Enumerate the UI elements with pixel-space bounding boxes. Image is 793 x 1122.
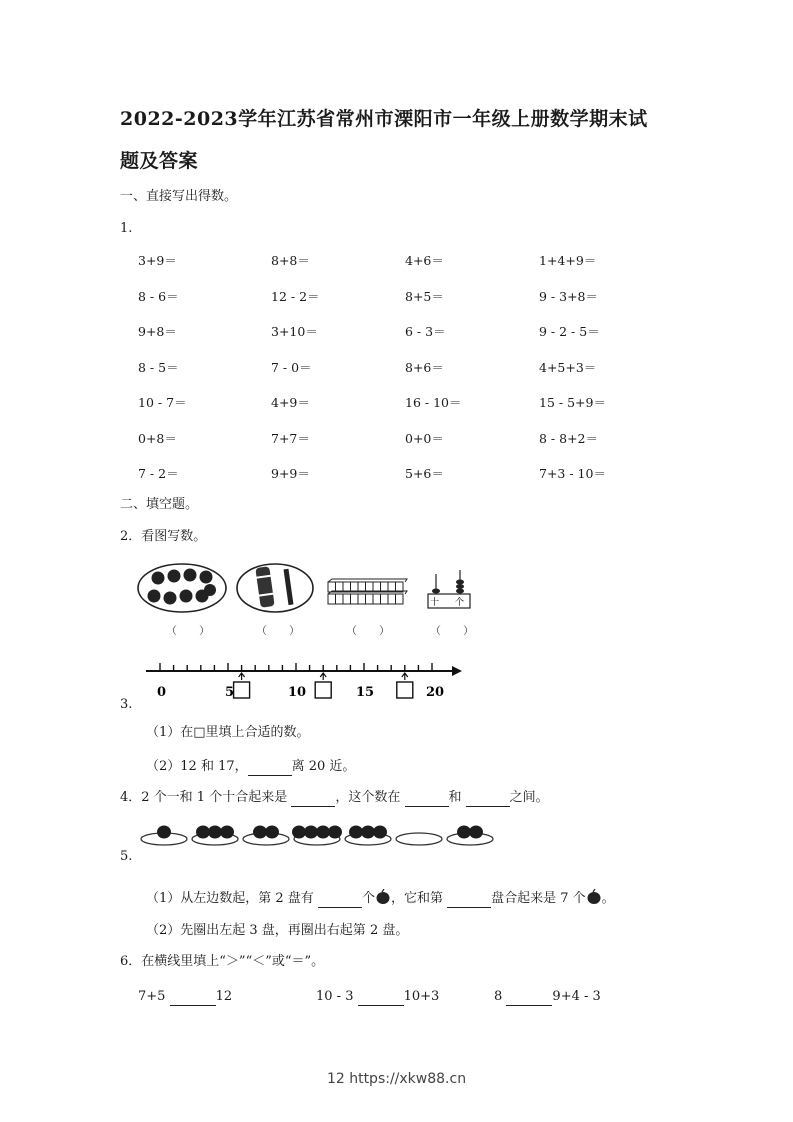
q4-text-d: 之间。 xyxy=(509,790,549,805)
number-line-answer-box[interactable] xyxy=(397,682,413,698)
answer-paren-2[interactable]: （ ） xyxy=(256,624,300,637)
q6-item-1-right: 12 xyxy=(215,989,233,1004)
calc-item: 7+7＝ xyxy=(271,430,310,446)
abacus-ones-label: 个 xyxy=(455,598,465,608)
calc-item: 8+5＝ xyxy=(405,288,444,304)
answer-paren-3[interactable]: （ ） xyxy=(346,624,390,637)
calc-item: 7 - 2＝ xyxy=(138,466,179,481)
page-title-line2: 题及答案 xyxy=(120,150,199,172)
answer-paren-4[interactable]: （ ） xyxy=(430,624,474,637)
page-footer: 12 https://xkw88.cn xyxy=(326,1071,467,1087)
number-line-boxes xyxy=(234,673,413,698)
question-3-part-1: （1）在□里填上合适的数。 xyxy=(146,725,310,740)
cube xyxy=(366,594,374,604)
fruit-icon xyxy=(316,826,330,839)
question-5-part-1 xyxy=(146,889,615,908)
q5-p1-text-b: 个 xyxy=(361,891,375,906)
fruit-icon xyxy=(157,826,171,839)
cube xyxy=(343,594,351,604)
q3-answer-blank[interactable] xyxy=(248,761,292,776)
calc-item: 8+6＝ xyxy=(405,359,444,375)
question-3-number: 3. xyxy=(120,697,133,712)
fruit-icon xyxy=(361,826,375,839)
cube xyxy=(328,594,336,604)
q6-item-3-left: 8 xyxy=(494,989,503,1004)
fruit-icon xyxy=(375,889,391,905)
q4-blank-1[interactable] xyxy=(291,792,335,807)
abacus-icon xyxy=(428,570,470,608)
cube xyxy=(373,594,381,604)
cube xyxy=(396,594,404,604)
fruit-icon xyxy=(457,826,471,839)
fruit-icon xyxy=(292,826,306,839)
q5-blank-1[interactable] xyxy=(318,893,362,908)
calc-item: 6 - 3＝ xyxy=(405,324,446,339)
calc-item: 1+4+9＝ xyxy=(539,253,597,268)
section-1-heading: 一、直接写出得数。 xyxy=(120,189,238,204)
abacus-tens-label: 十 xyxy=(430,598,440,608)
q4-blank-3[interactable] xyxy=(466,792,510,807)
calc-item: 8 - 6＝ xyxy=(138,288,179,304)
number-line-pointer xyxy=(402,673,408,680)
number-line-arrow xyxy=(452,666,462,676)
cube xyxy=(351,594,359,604)
fruit-icon xyxy=(586,889,602,905)
calc-item: 9 - 2 - 5＝ xyxy=(539,324,600,339)
number-line-answer-box[interactable] xyxy=(315,682,331,698)
number-line xyxy=(140,656,470,704)
q6-item-2-right: 10+3 xyxy=(403,989,440,1004)
q5-blank-2[interactable] xyxy=(447,893,491,908)
fruit-icon xyxy=(469,826,483,839)
calc-item: 9+8＝ xyxy=(138,324,177,339)
fruit-icon xyxy=(196,826,210,839)
calc-item: 8+8＝ xyxy=(271,253,310,268)
cube xyxy=(358,594,366,604)
q6-item-1 xyxy=(138,988,232,1006)
q2-pictures xyxy=(130,560,490,620)
calc-item: 0+0＝ xyxy=(405,430,444,446)
q3-p2-text-a: （2）12 和 17， xyxy=(146,759,248,774)
fruit-icon xyxy=(208,826,222,839)
fruit-icon xyxy=(253,826,267,839)
answer-paren-1[interactable]: （ ） xyxy=(166,624,210,637)
calc-item: 5+6＝ xyxy=(405,466,444,481)
calc-item: 7+3 - 10＝ xyxy=(539,466,606,481)
q6-item-3-right: 9+4 - 3 xyxy=(552,989,601,1004)
fruit-icon xyxy=(349,826,363,839)
number-line-ticks xyxy=(160,663,432,671)
calc-item: 0+8＝ xyxy=(138,430,177,446)
calc-item: 7 - 0＝ xyxy=(271,359,312,375)
calc-item: 9+9＝ xyxy=(271,466,310,481)
calc-item: 3+9＝ xyxy=(138,253,177,268)
q6-item-2 xyxy=(316,988,439,1006)
calc-item: 8 - 8+2＝ xyxy=(539,430,599,446)
calc-item: 12 - 2＝ xyxy=(271,288,320,304)
q6-item-2-left: 10 - 3 xyxy=(316,989,354,1004)
section-2-heading: 二、填空题。 xyxy=(120,497,199,512)
calc-item: 9 - 3+8＝ xyxy=(539,288,599,304)
calc-item: 10 - 7＝ xyxy=(138,395,187,410)
fruit-icon xyxy=(265,826,279,839)
q4-text-c: 和 xyxy=(448,790,462,805)
cube xyxy=(336,594,344,604)
fruit-icon xyxy=(220,826,234,839)
apple-icons xyxy=(148,569,217,605)
question-6-label: 6．在横线里填上“＞”“＜”或“＝”。 xyxy=(120,954,325,969)
q5-p1-text-a: （1）从左边数起，第 2 盘有 xyxy=(146,891,314,906)
number-line-label-15: 15 xyxy=(356,685,375,700)
calc-item: 4+6＝ xyxy=(405,253,444,268)
q5-p1-text-e: 。 xyxy=(601,891,615,906)
q6-item-1-left: 7+5 xyxy=(138,989,166,1004)
question-2-label: 2．看图写数。 xyxy=(120,529,207,544)
number-line-label-5: 5 xyxy=(225,685,235,700)
q3-p2-text-b: 离 20 近。 xyxy=(291,759,356,774)
stick-group-oval xyxy=(237,564,313,612)
question-5-part-2: （2）先圈出左起 3 盘，再圈出右起第 2 盘。 xyxy=(146,923,409,938)
calc-item: 8 - 5＝ xyxy=(138,359,179,375)
q6-item-1-blank[interactable] xyxy=(170,991,216,1006)
number-line-label-0: 0 xyxy=(157,685,167,700)
q6-item-3-blank[interactable] xyxy=(506,991,552,1006)
q4-text-b: ，这个数在 xyxy=(335,790,401,805)
cube xyxy=(388,594,396,604)
q5-plates xyxy=(140,818,500,850)
number-line-answer-box[interactable] xyxy=(234,682,250,698)
calc-item: 3+10＝ xyxy=(271,324,318,339)
q4-blank-2[interactable] xyxy=(405,792,449,807)
page-title-line1: 2022-2023学年江苏省常州市溧阳市一年级上册数学期末试 xyxy=(120,108,648,130)
calc-item: 15 - 5+9＝ xyxy=(539,395,606,410)
q5-p1-text-d: 盘合起来是 7 个 xyxy=(491,891,586,906)
question-5-number: 5. xyxy=(120,849,133,864)
q5-p1-text-c: ，它和第 xyxy=(390,891,443,906)
q6-item-2-blank[interactable] xyxy=(358,991,404,1006)
q6-item-3 xyxy=(494,988,601,1006)
fruit-icon xyxy=(304,826,318,839)
plate xyxy=(396,833,442,845)
number-line-pointer xyxy=(239,673,245,680)
fruit-icon xyxy=(373,826,387,839)
question-1-number: 1. xyxy=(120,221,133,236)
q4-text-a: 4．2 个一和 1 个十合起来是 xyxy=(120,790,288,805)
fruit-icon xyxy=(328,826,342,839)
question-4 xyxy=(120,789,549,807)
number-line-label-10: 10 xyxy=(288,685,307,700)
stick-bundle-icon xyxy=(254,566,293,608)
cube-rows-icon xyxy=(328,579,407,604)
number-line-label-20: 20 xyxy=(426,685,445,700)
question-3-part-2 xyxy=(146,758,355,776)
calc-item: 16 - 10＝ xyxy=(405,395,462,410)
cube xyxy=(381,594,389,604)
calc-item: 4+5+3＝ xyxy=(539,359,597,375)
calc-item: 4+9＝ xyxy=(271,395,310,410)
number-line-pointer xyxy=(320,673,326,680)
